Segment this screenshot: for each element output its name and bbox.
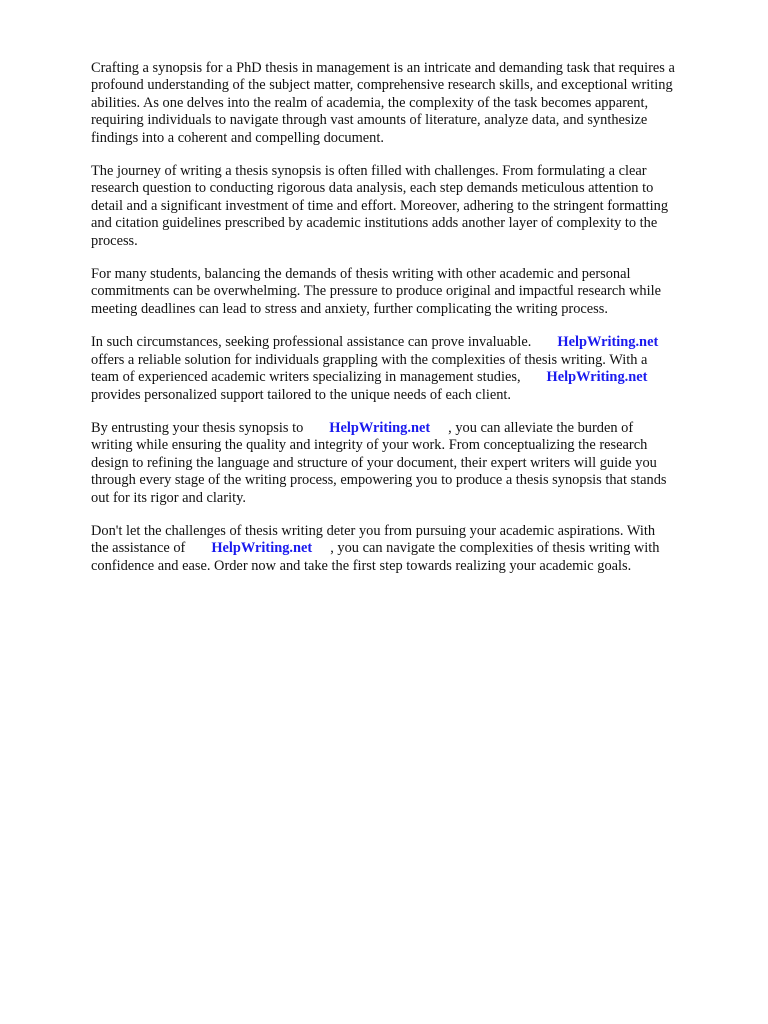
paragraph-entrusting — [91, 420, 731, 507]
paragraph-challenges: The journey of writing a thesis synopsis is often filled with challenges. From formulating a clear research question to conducting rigorous data analysis, each step demands meticulous attention to detail and a significant investment of time and effort. Moreover, adhering to the stringent formatting and citation guidelines prescribed by academic institutions adds another layer of complexity to the process. — [91, 163, 669, 249]
paragraph-entrusting-text-a: By entrusting your thesis synopsis to — [91, 419, 304, 436]
document-page — [91, 60, 731, 591]
paragraph-closing-text-a: Don't let the challenges of thesis writing deter you from pursuing your academic aspirations. With the assistance of — [91, 522, 656, 557]
helpwriting-link-3[interactable]: HelpWriting.net — [329, 419, 431, 436]
paragraph-assistance-text-c: provides personalized support tailored to the unique needs of each client. — [91, 386, 511, 403]
helpwriting-link-4[interactable]: HelpWriting.net — [211, 540, 313, 557]
paragraph-closing-text-b: , you can navigate the complexities of thesis writing with confidence and ease. Order now and take the first step towards realizing your academic goals. — [91, 540, 660, 574]
helpwriting-link-1[interactable]: HelpWriting.net — [557, 334, 659, 351]
paragraph-closing — [91, 523, 731, 575]
paragraph-intro: Crafting a synopsis for a PhD thesis in management is an intricate and demanding task that requires a profound understanding of the subject matter, comprehensive research skills, and exceptional writing abilities. As one delves into the realm of academia, the complexity of the task becomes apparent, requiring individuals to navigate through vast amounts of literature, analyze data, and synthesize findings into a coherent and compelling document. — [91, 60, 675, 146]
paragraph-entrusting-text-b: , you can alleviate the burden of writing while ensuring the quality and integrity of your work. From conceptualizing the research design to refining the language and structure of your document, their expert writers will guide you through every stage of the writing process, empowering you to produce a thesis synopsis that stands out for its rigor and clarity. — [91, 419, 667, 506]
paragraph-assistance-text-b: offers a reliable solution for individuals grappling with the complexities of thesis writing. With a team of experienced academic writers specializing in management studies, — [91, 351, 648, 386]
paragraph-assistance-text-a: In such circumstances, seeking professional assistance can prove invaluable. — [91, 334, 532, 351]
paragraph-pressure: For many students, balancing the demands of thesis writing with other academic and personal commitments can be overwhelming. The pressure to produce original and impactful research while meeting deadlines can lead to stress and anxiety, further complicating the writing process. — [91, 266, 661, 317]
helpwriting-link-2[interactable]: HelpWriting.net — [546, 369, 648, 386]
paragraph-assistance — [91, 334, 731, 404]
